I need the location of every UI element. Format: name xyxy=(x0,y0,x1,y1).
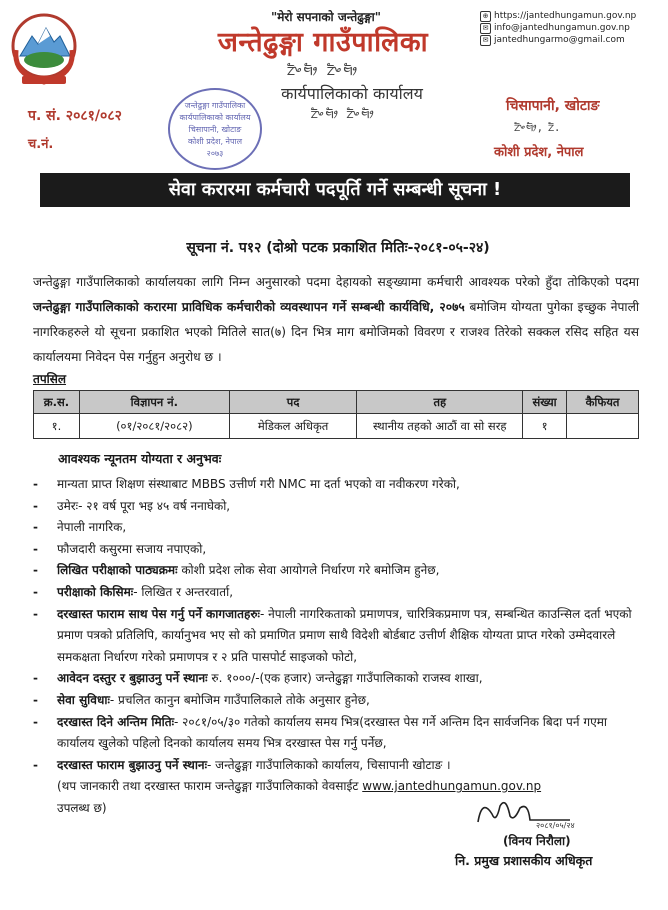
para-part-2: बमोजिम योग्यता पुगेका इच्छुक नेपाली नागरिकहरुले यो सूचना प्रकाशित भएको मितिले सात(७) दिन भित्र माग बमोजिमको विवरण र राजश्व तिरेको सक्कल रसिद सहित यस कार्यालयमा निवेदन पेस गर्नुहुन अनुरोध छ । xyxy=(33,300,639,364)
place-name: चिसापानी, खोटाङ xyxy=(506,98,600,114)
list-item: - मान्यता प्राप्त शिक्षण संस्थाबाट MBBS उत्तीर्ण गरी NMC मा दर्ता भएको वा नवीकरण गरेको, xyxy=(33,477,460,491)
globe-icon: ⊕ xyxy=(480,11,491,22)
col-header-remarks: कैफियत xyxy=(567,391,639,414)
table-caption: तपसिल xyxy=(33,372,67,386)
list-item: - उमेरः- २१ वर्ष पूरा भइ ४५ वर्ष ननाघेको, xyxy=(33,498,231,513)
list-item: - फौजदारी कसुरमा सजाय नपाएको, xyxy=(33,541,207,556)
email2-row xyxy=(480,34,636,46)
list-item: - दरखास्त दिने अन्तिम मितिः- २०८१/०५/३० गतेको कार्यालय समय भित्र(दरखास्त पेस गर्ने अन्तिम दिन सार्वजनिक बिदा पर्न गएमा कार्यालय खुलेको पहिलो दिनको कार्यालय समय भित्र दरखास्त पेस गर्नु पर्नेछ, xyxy=(33,714,608,751)
place-name-limbu: ᤁᤠᤴᤗᤥ, ᤁᤠ. xyxy=(514,120,561,135)
svg-text:चिसापानी, खोटाङ: चिसापानी, खोटाङ xyxy=(188,125,242,134)
cell-post: मेडिकल अधिकृत xyxy=(229,414,357,439)
province-name: कोशी प्रदेश, नेपाल xyxy=(494,145,584,160)
cell-ad-no: (०१/२०८१/२०८२) xyxy=(79,414,229,439)
list-item: - परीक्षाको किसिमः- लिखित र अन्तरवार्ता, xyxy=(33,584,234,599)
website-link[interactable]: www.jantedhungamun.gov.np xyxy=(362,779,542,794)
notice-paragraph xyxy=(33,270,639,370)
cell-remarks xyxy=(567,414,639,439)
dispatch-number: च.नं. xyxy=(28,137,54,152)
website-row xyxy=(480,10,636,22)
table-row xyxy=(34,414,639,439)
office-name: कार्यपालिकाको कार्यालय xyxy=(281,84,423,103)
col-header-post: पद xyxy=(229,391,357,414)
cell-level: स्थानीय तहको आठौं वा सो सरह xyxy=(357,414,523,439)
nepal-emblem-logo xyxy=(8,10,80,88)
contact-block xyxy=(480,10,636,46)
col-header-level: तह xyxy=(357,391,523,414)
svg-text:कोशी प्रदेश, नेपाल: कोशी प्रदेश, नेपाल xyxy=(187,137,243,146)
notice-subtitle: सूचना नं. प१२ (दोश्रो पटक प्रकाशित मितिः-२०८१-०५-२४) xyxy=(186,240,490,256)
limbu-script-name: ᤁᤠᤴᤗᤥ ᤁᤠᤴᤗᤥ xyxy=(286,60,360,80)
para-bold: जन्तेढुङ्गा गाउँपालिकाको करारमा प्राविधिक कर्मचारीको व्यवस्थापन गर्ने सम्बन्धी कार्यविधि, २०७५ xyxy=(33,300,465,314)
vacancy-table xyxy=(33,390,639,439)
requirements-list xyxy=(33,474,639,820)
col-header-count: संख्या xyxy=(523,391,567,414)
list-item: - दरखास्त फाराम बुझाउनु पर्ने स्थानः- जन्तेढुङ्गा गाउँपालिकाको कार्यालय, चिसापानी खोटाङ । xyxy=(33,757,451,772)
motto: "मेरो सपनाको जन्तेढुङ्गा" xyxy=(271,10,381,24)
signatory-name: (विनय निरौला) xyxy=(503,834,571,848)
col-header-sn: क्र.स. xyxy=(34,391,80,414)
cell-count: १ xyxy=(523,414,567,439)
notice-title-banner: सेवा करारमा कर्मचारी पदपूर्ति गर्ने सम्बन्धी सूचना ! xyxy=(40,173,630,207)
footer-note: (थप जानकारी तथा दरखास्त फाराम जन्तेढुङ्गा गाउँपालिकाको वेवसाईट www.jantedhungamun.gov.np उपलब्ध छ) xyxy=(57,779,542,815)
email1-row xyxy=(480,22,636,34)
email-link-1[interactable]: info@jantedhungamun.gov.np xyxy=(494,23,630,33)
list-item: - लिखित परीक्षाको पाठ्यक्रमः कोशी प्रदेश लोक सेवा आयोगले निर्धारण गरे बमोजिम हुनेछ, xyxy=(33,563,440,578)
website-link[interactable]: https://jantedhungamun.gov.np xyxy=(494,11,637,21)
cell-sn: १. xyxy=(34,414,80,439)
mail-icon: ✉ xyxy=(480,23,491,34)
table-header-row xyxy=(34,391,639,414)
list-item: - आवेदन दस्तुर र बुझाउनु पर्ने स्थानः रु. १०००/-(एक हजार) जन्तेढुङ्गा गाउँपालिकाको राजस्व शाखा, xyxy=(33,671,483,686)
list-item: - दरखास्त फाराम साथ पेस गर्नु पर्ने कागजातहरुः- नेपाली नागरिकताको प्रमाणपत्र, चारित्रिकप्रमाण पत्र, सम्बन्धित काउन्सिल दर्ता भएको प्रमाण पत्रको प्रतिलिपि, कार्यानुभव भए सो को प्रमाणित प्रमाण साथै विदेशी बोर्डबाट उत्तीर्ण शैक्षिक योग्यता प्राप्त गरेको उम्मेदवारले समकक्षता निर्धारण गरेको प्रमाणपत्र र २ प्रति पासपोर्ट साइजको फोटो, xyxy=(33,606,632,664)
signature-date: २०८१/०५/२४ xyxy=(536,821,575,830)
requirements-heading: आवश्यक न्यूनतम योग्यता र अनुभवः xyxy=(58,451,222,466)
svg-text:२०७३: २०७३ xyxy=(206,149,224,158)
list-item: - नेपाली नागरिक, xyxy=(33,520,127,535)
limbu-script-office: ᤁᤠᤴᤗᤥ ᤁᤠᤴᤗᤥ xyxy=(310,104,376,122)
para-part-1: जन्तेढुङ्गा गाउँपालिकाको कार्यालयका लागि निम्न अनुसारको पदमा देहायको सङ्ख्यामा कर्मचारी आवश्यक परेको हुँदा तोकिएको पदमा xyxy=(33,275,639,289)
office-stamp xyxy=(166,86,264,172)
email-link-2[interactable]: jantedhungarmo@gmail.com xyxy=(494,35,625,45)
svg-text:कार्यपालिकाको कार्यालय: कार्यपालिकाको कार्यालय xyxy=(179,113,251,122)
municipality-name: जन्तेढुङ्गा गाउँपालिका xyxy=(217,27,429,58)
svg-text:जन्तेढुङ्गा गाउँपालिका: जन्तेढुङ्गा गाउँपालिका xyxy=(184,101,246,110)
mail-icon: ✉ xyxy=(480,35,491,46)
col-header-ad-no: विज्ञापन नं. xyxy=(79,391,229,414)
signatory-title: नि. प्रमुख प्रशासकीय अधिकृत xyxy=(455,853,593,868)
list-item: - सेवा सुविधाः- प्रचलित कानुन बमोजिम गाउँपालिकाले तोके अनुसार हुनेछ, xyxy=(33,692,370,707)
reference-number: प. सं. २०८१/०८२ xyxy=(28,108,122,124)
